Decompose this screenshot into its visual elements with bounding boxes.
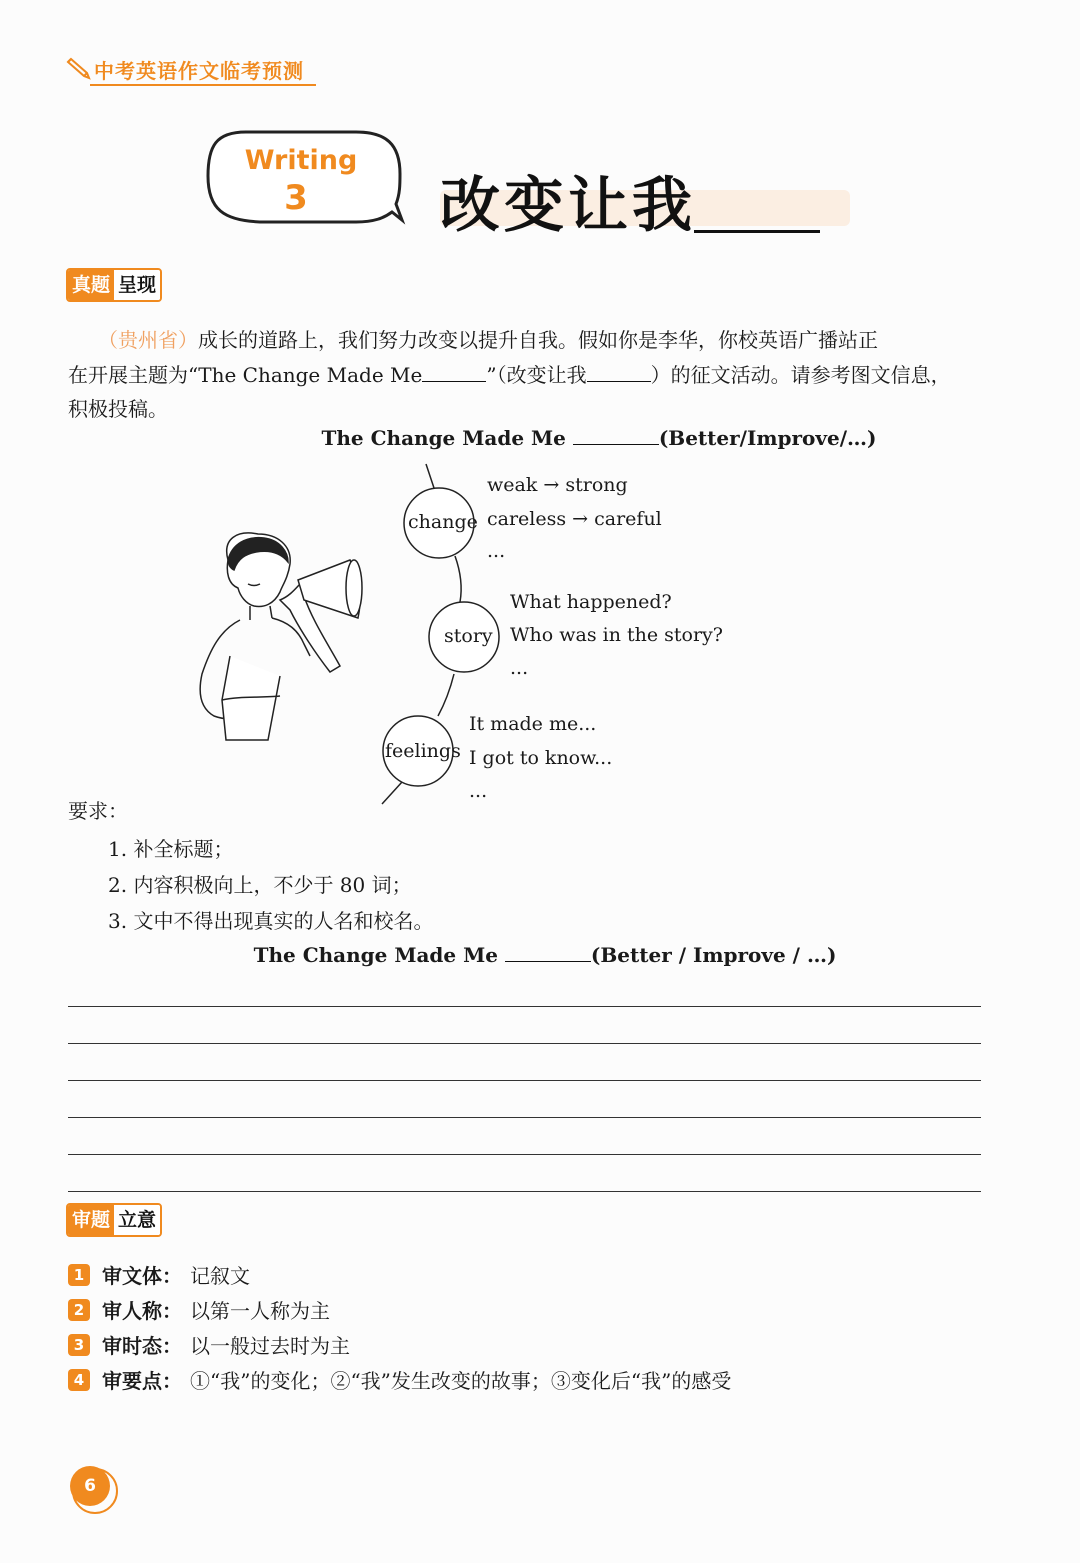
prompt-line-3: 积极投稿。 bbox=[68, 397, 168, 421]
feelings-note: I got to know... bbox=[469, 747, 613, 769]
analysis-item: 2 审人称： 以第一人称为主 bbox=[68, 1295, 330, 1324]
blank bbox=[573, 428, 659, 445]
story-note: ... bbox=[510, 657, 529, 679]
writing-label: Writing bbox=[244, 145, 358, 176]
change-note: careless → careful bbox=[487, 508, 662, 530]
writing-line[interactable] bbox=[68, 1117, 981, 1118]
number-badge: 2 bbox=[68, 1299, 90, 1321]
section-label-analysis: 审题 立意 bbox=[66, 1203, 162, 1237]
region-tag: （贵州省） bbox=[98, 328, 198, 352]
writing-line[interactable] bbox=[68, 1006, 981, 1007]
header-underline bbox=[90, 84, 316, 86]
requirement-item: 1. 补全标题； bbox=[108, 837, 234, 861]
number-badge: 1 bbox=[68, 1264, 90, 1286]
pencil-icon bbox=[64, 56, 92, 82]
story-note: What happened? bbox=[510, 591, 672, 613]
change-note: weak → strong bbox=[487, 474, 628, 496]
feelings-note: It made me... bbox=[469, 713, 597, 735]
blank bbox=[587, 363, 651, 382]
analysis-item: 1 审文体： 记叙文 bbox=[68, 1260, 250, 1289]
blank bbox=[505, 945, 591, 962]
writing-number: 3 bbox=[284, 178, 308, 218]
feelings-note: ... bbox=[469, 780, 488, 802]
requirements-heading: 要求： bbox=[68, 799, 128, 823]
page-title: 改变让我 bbox=[440, 171, 696, 241]
title-blank-line bbox=[694, 230, 820, 233]
writing-line[interactable] bbox=[68, 1191, 981, 1192]
person-with-megaphone-illustration bbox=[200, 533, 362, 740]
prompt-line-1: （贵州省）成长的道路上，我们努力改变以提升自我。假如你是李华，你校英语广播站正 bbox=[98, 328, 878, 352]
diagram-title: The Change Made Me (Better/Improve/…) bbox=[321, 426, 877, 450]
writing-title: The Change Made Me (Better / Improve / …) bbox=[253, 943, 837, 967]
diagram-node-story: story bbox=[444, 625, 493, 647]
analysis-item: 4 审要点： ①“我”的变化；②“我”发生改变的故事；③变化后“我”的感受 bbox=[68, 1365, 731, 1394]
number-badge: 4 bbox=[68, 1369, 90, 1391]
requirement-item: 2. 内容积极向上，不少于 80 词； bbox=[108, 873, 412, 897]
writing-line[interactable] bbox=[68, 1080, 981, 1081]
header-title: 中考英语作文临考预测 bbox=[94, 59, 304, 83]
diagram-node-change: change bbox=[408, 511, 478, 533]
change-note: ... bbox=[487, 540, 506, 562]
writing-line[interactable] bbox=[68, 1043, 981, 1044]
prompt-line-2: 在开展主题为“The Change Made Me ”（改变让我 ）的征文活动。请参考图文信息， bbox=[68, 363, 951, 387]
analysis-item: 3 审时态： 以一般过去时为主 bbox=[68, 1330, 350, 1359]
page-number: 6 bbox=[70, 1466, 110, 1506]
diagram-node-feelings: feelings bbox=[385, 740, 461, 762]
section-label-truth: 真题 呈现 bbox=[66, 268, 162, 302]
writing-line[interactable] bbox=[68, 1154, 981, 1155]
requirement-item: 3. 文中不得出现真实的人名和校名。 bbox=[108, 909, 434, 933]
number-badge: 3 bbox=[68, 1334, 90, 1356]
story-note: Who was in the story? bbox=[510, 624, 723, 646]
blank bbox=[422, 363, 486, 382]
